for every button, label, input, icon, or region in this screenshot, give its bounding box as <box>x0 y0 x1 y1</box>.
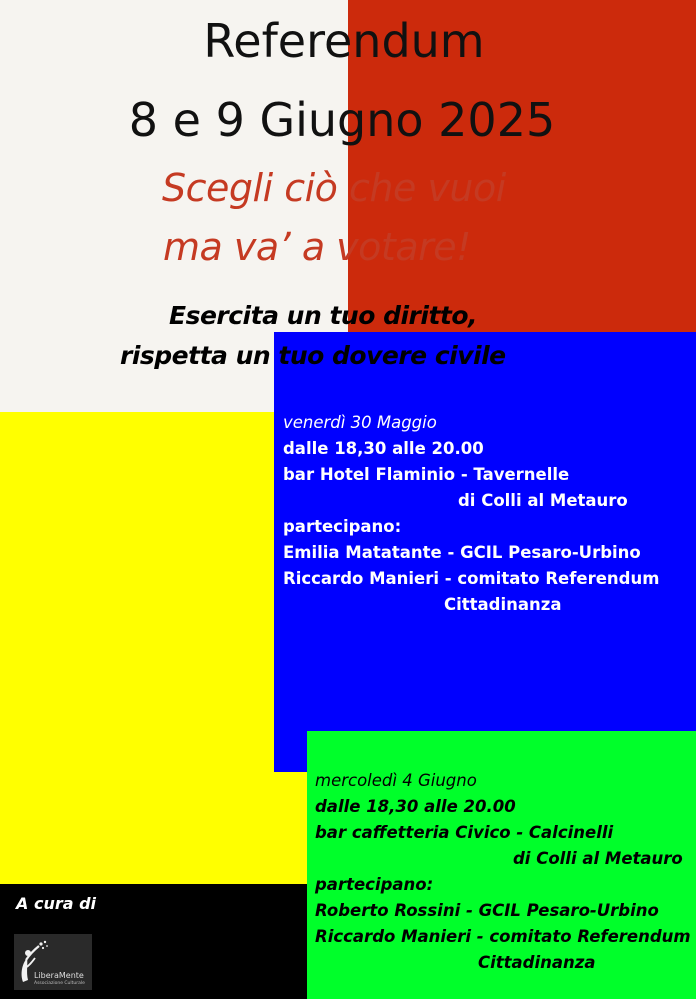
participant-1: Emilia Matatante - GCIL Pesaro-Urbino <box>283 543 641 562</box>
event-venue: bar caffetteria Civico - Calcinelli <box>315 823 614 842</box>
participant-2-continued: Cittadinanza <box>444 595 562 614</box>
participants-label: partecipano: <box>315 875 434 894</box>
participants-label: partecipano: <box>283 517 402 536</box>
event-venue-place: di Colli al Metauro <box>513 849 683 868</box>
event-time: dalle 18,30 alle 20.00 <box>283 439 484 458</box>
participant-1: Roberto Rossini - GCIL Pesaro-Urbino <box>315 901 659 920</box>
logo-name-text: LiberaMente <box>34 971 84 980</box>
event-venue: bar Hotel Flaminio - Tavernelle <box>283 465 570 484</box>
participant-2-continued: Cittadinanza <box>478 953 596 972</box>
referendum-date: 8 e 9 Giugno 2025 <box>128 93 556 147</box>
event-day: mercoledì 4 Giugno <box>315 771 477 790</box>
curated-by-label: A cura di <box>16 894 97 913</box>
event-time: dalle 18,30 alle 20.00 <box>315 797 516 816</box>
poster-title: Referendum <box>203 14 485 68</box>
event-info-first <box>283 410 659 618</box>
participant-2: Riccardo Manieri - comitato Referendum <box>283 569 660 588</box>
claim-line-2: rispetta un tuo dovere civile <box>120 341 506 370</box>
yellow-color-block <box>0 412 310 884</box>
event-venue-place: di Colli al Metauro <box>458 491 628 510</box>
slogan-line-2: ma va’ a votare! <box>163 225 471 269</box>
slogan-line-1: Scegli ciò che vuoi <box>162 166 506 210</box>
logo-subtitle-text: Associazione Culturale <box>34 981 85 986</box>
participant-2: Riccardo Manieri - comitato Referendum <box>315 927 691 946</box>
claim-line-1: Esercita un tuo diritto, <box>169 301 478 330</box>
event-day: venerdì 30 Maggio <box>283 413 437 432</box>
liberamente-logo <box>14 934 92 990</box>
event-info-second <box>315 768 691 976</box>
